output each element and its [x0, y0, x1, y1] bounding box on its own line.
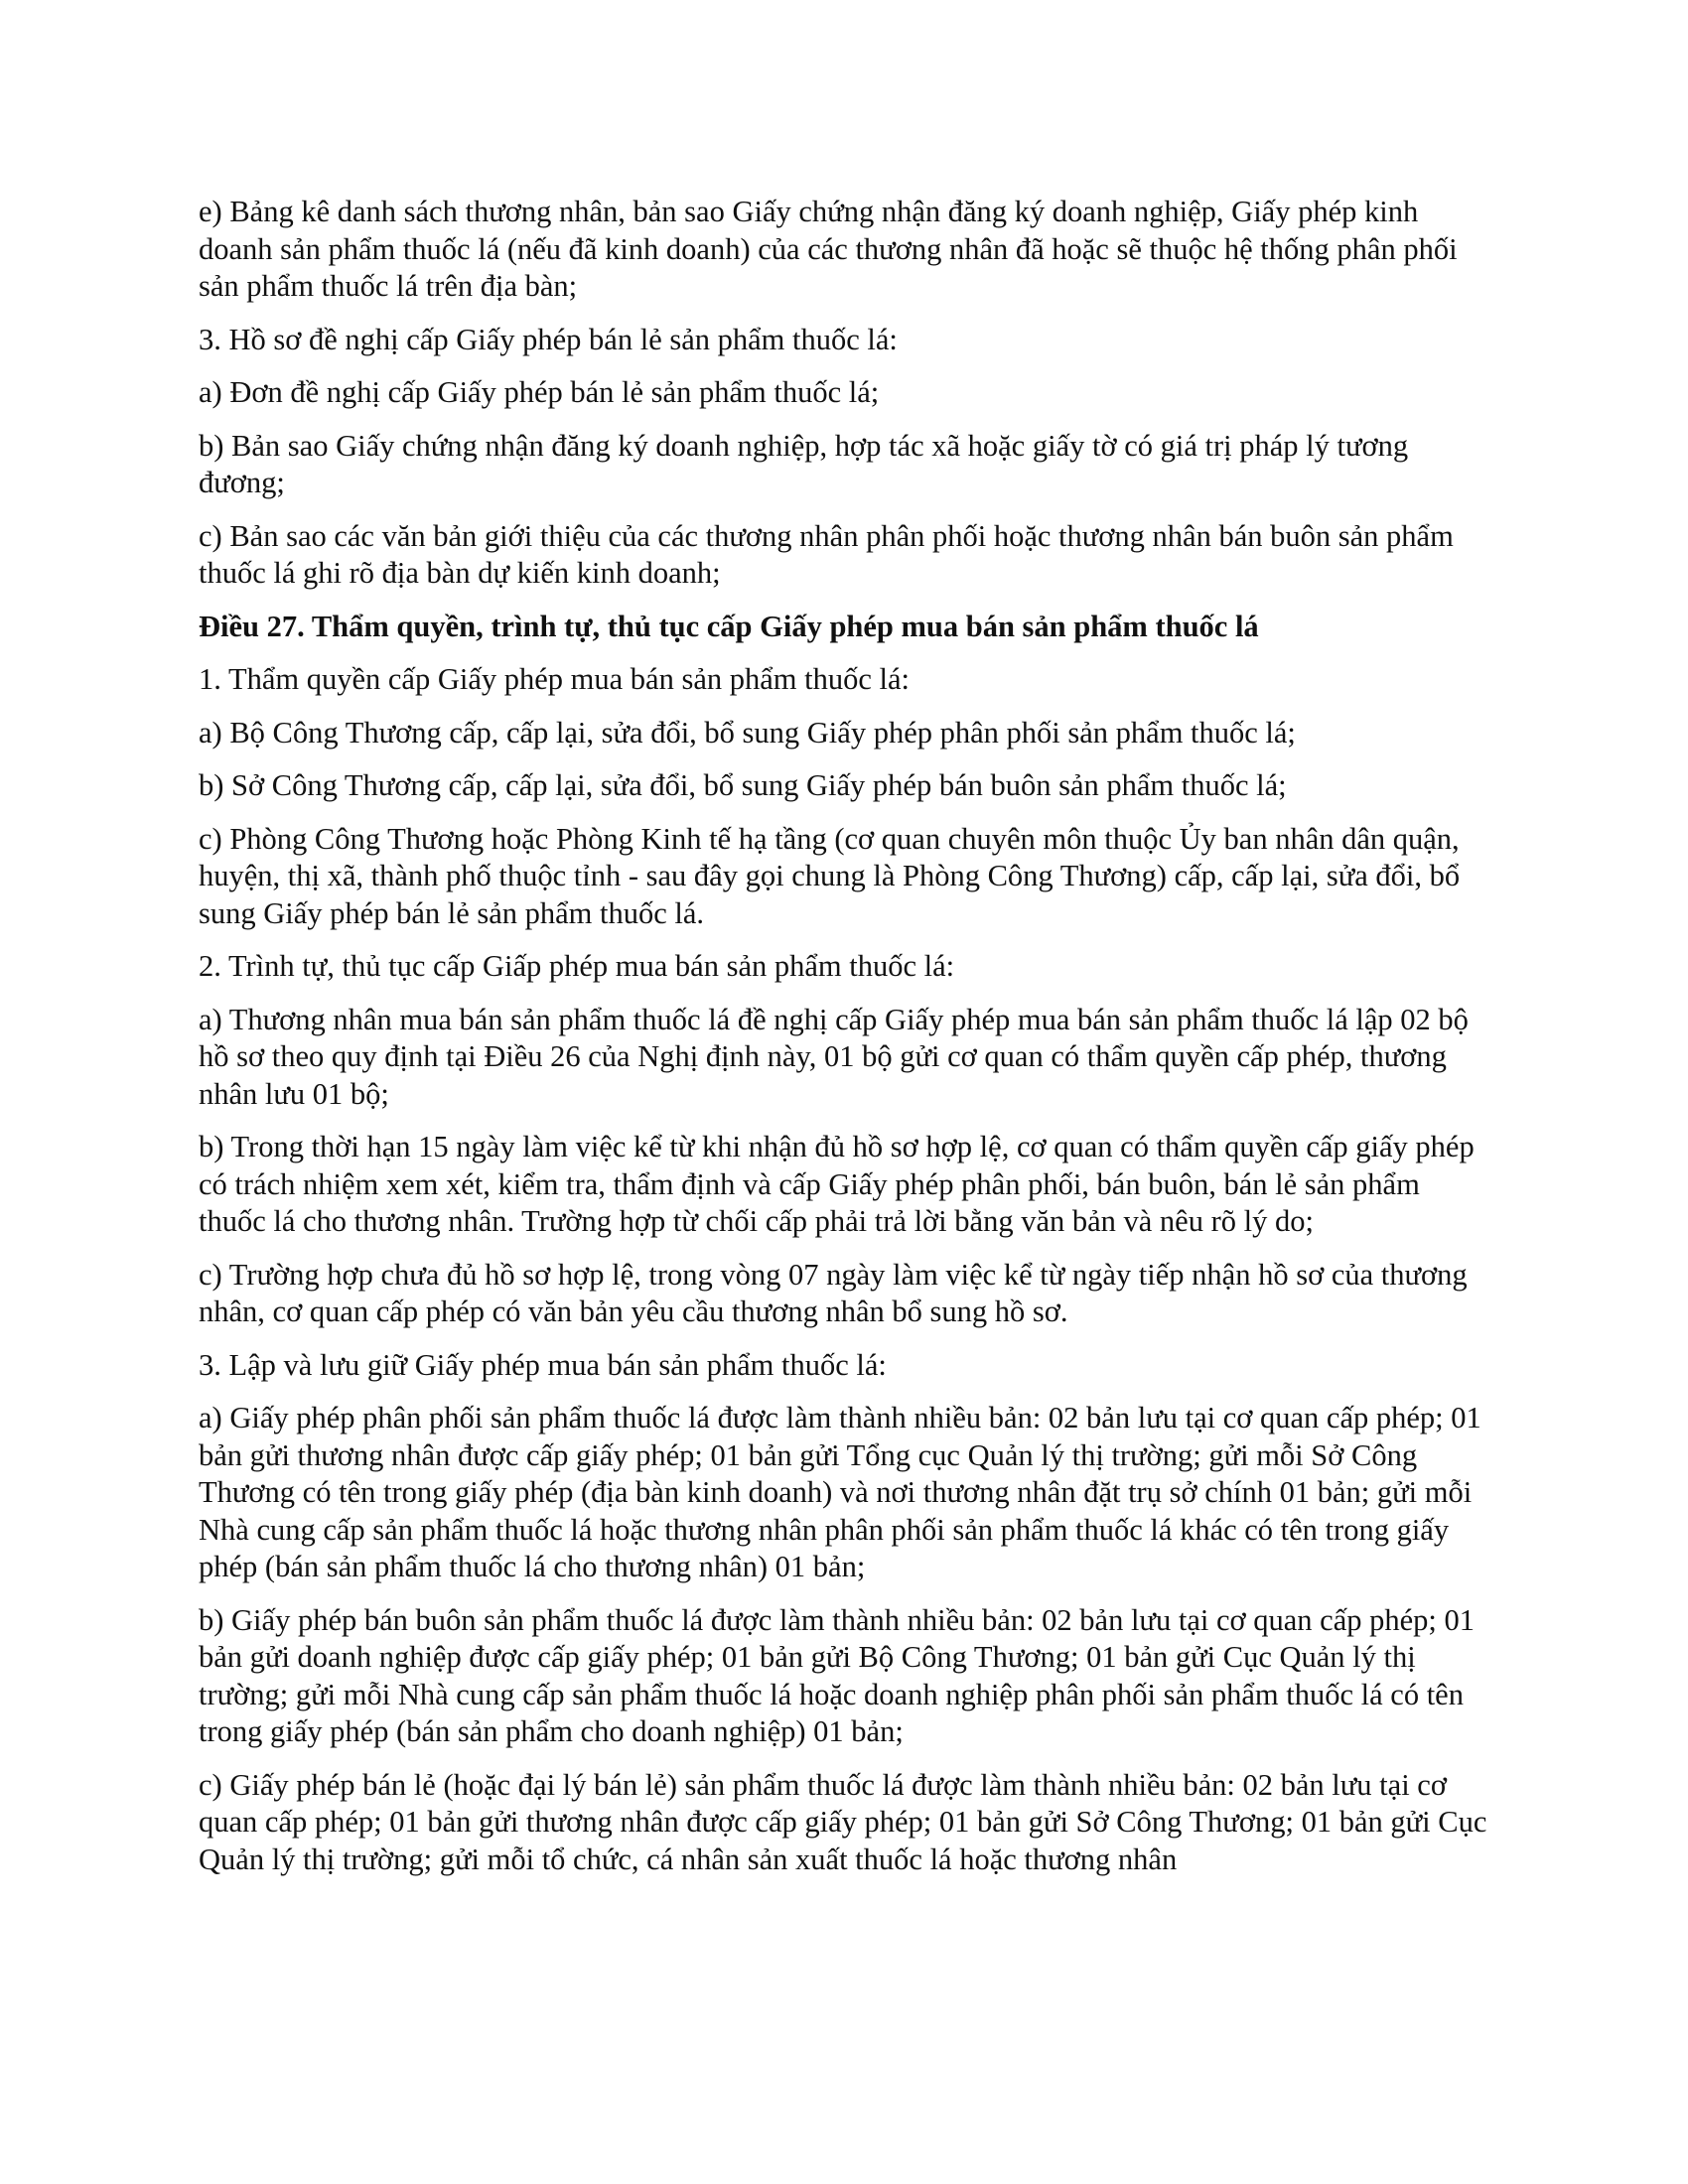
- paragraph-procedure-a: a) Thương nhân mua bán sản phẩm thuốc lá đề nghị cấp Giấy phép mua bán sản phẩm thuốc lá lập 02 bộ hồ sơ theo quy định tại Điều 26 của Nghị định này, 01 bộ gửi cơ quan có thẩm quyền cấp phép, thương nhân lưu 01 bộ;: [199, 1002, 1469, 1111]
- paragraph-item-b-registration-copy: b) Bản sao Giấy chứng nhận đăng ký doanh nghiệp, hợp tác xã hoặc giấy tờ có giá trị pháp lý tương đương;: [199, 428, 1409, 499]
- paragraph-procedure-c: c) Trường hợp chưa đủ hồ sơ hợp lệ, trong vòng 07 ngày làm việc kể từ ngày tiếp nhận hồ sơ của thương nhân, cơ quan cấp phép có văn bản yêu cầu thương nhân bổ sung hồ sơ.: [199, 1257, 1468, 1328]
- paragraph-authority-ministry: a) Bộ Công Thương cấp, cấp lại, sửa đổi, bổ sung Giấy phép phân phối sản phẩm thuốc lá;: [199, 715, 1296, 750]
- paragraph-storage-c-retail: c) Giấy phép bán lẻ (hoặc đại lý bán lẻ) sản phẩm thuốc lá được làm thành nhiều bản: 02 bản lưu tại cơ quan cấp phép; 01 bản gửi thương nhân được cấp giấy phép; 01 bản gửi Sở Công Thương; 01 bản gửi Cục Quản lý thị trường; gửi mỗi tổ chức, cá nhân sản xuất thuốc lá hoặc thương nhân: [199, 1767, 1487, 1876]
- article-27-heading: Điều 27. Thẩm quyền, trình tự, thủ tục cấp Giấy phép mua bán sản phẩm thuốc lá: [199, 609, 1259, 643]
- paragraph-retail-dossier-intro: 3. Hồ sơ đề nghị cấp Giấy phép bán lẻ sản phẩm thuốc lá:: [199, 322, 898, 356]
- paragraph-authority-department: b) Sở Công Thương cấp, cấp lại, sửa đổi, bổ sung Giấy phép bán buôn sản phẩm thuốc lá;: [199, 768, 1287, 802]
- paragraph-authority-district-office: c) Phòng Công Thương hoặc Phòng Kinh tế hạ tầng (cơ quan chuyên môn thuộc Ủy ban nhân dân quận, huyện, thị xã, thành phố thuộc tỉnh - sau đây gọi chung là Phòng Công Thương) cấp, cấp lại, sửa đổi, bổ sung Giấy phép bán lẻ sản phẩm thuốc lá.: [199, 821, 1461, 930]
- paragraph-item-a-application: a) Đơn đề nghị cấp Giấy phép bán lẻ sản phẩm thuốc lá;: [199, 375, 880, 409]
- paragraph-procedure-intro: 2. Trình tự, thủ tục cấp Giấp phép mua bán sản phẩm thuốc lá:: [199, 949, 955, 983]
- document-page: [199, 194, 1494, 1894]
- paragraph-procedure-b: b) Trong thời hạn 15 ngày làm việc kể từ khi nhận đủ hồ sơ hợp lệ, cơ quan có thẩm quyền cấp giấy phép có trách nhiệm xem xét, kiểm tra, thẩm định và cấp Giấy phép phân phối, bán buôn, bán lẻ sản phẩm thuốc lá cho thương nhân. Trường hợp từ chối cấp phải trả lời bằng văn bản và nêu rõ lý do;: [199, 1130, 1475, 1238]
- paragraph-authority-intro: 1. Thẩm quyền cấp Giấy phép mua bán sản phẩm thuốc lá:: [199, 662, 910, 696]
- paragraph-storage-b-wholesale: b) Giấy phép bán buôn sản phẩm thuốc lá được làm thành nhiều bản: 02 bản lưu tại cơ quan cấp phép; 01 bản gửi doanh nghiệp được cấp giấy phép; 01 bản gửi Bộ Công Thương; 01 bản gửi Cục Quản lý thị trường; gửi mỗi Nhà cung cấp sản phẩm thuốc lá hoặc doanh nghiệp phân phối sản phẩm thuốc lá có tên trong giấy phép (bán sản phẩm cho doanh nghiệp) 01 bản;: [199, 1602, 1475, 1748]
- paragraph-storage-a-distribution: a) Giấy phép phân phối sản phẩm thuốc lá được làm thành nhiều bản: 02 bản lưu tại cơ quan cấp phép; 01 bản gửi thương nhân được cấp giấy phép; 01 bản gửi Tổng cục Quản lý thị trường; gửi mỗi Sở Công Thương có tên trong giấy phép (địa bàn kinh doanh) và nơi thương nhân đặt trụ sở chính 01 bản; gửi mỗi Nhà cung cấp sản phẩm thuốc lá hoặc thương nhân phân phối sản phẩm thuốc lá khác có tên trong giấy phép (bán sản phẩm thuốc lá cho thương nhân) 01 bản;: [199, 1401, 1481, 1583]
- paragraph-item-e-merchant-list: e) Bảng kê danh sách thương nhân, bản sao Giấy chứng nhận đăng ký doanh nghiệp, Giấy phép kinh doanh sản phẩm thuốc lá (nếu đã kinh doanh) của các thương nhân đã hoặc sẽ thuộc hệ thống phân phối sản phẩm thuốc lá trên địa bàn;: [199, 195, 1458, 303]
- paragraph-storage-intro: 3. Lập và lưu giữ Giấy phép mua bán sản phẩm thuốc lá:: [199, 1347, 887, 1382]
- paragraph-item-c-introduction-letters: c) Bản sao các văn bản giới thiệu của các thương nhân phân phối hoặc thương nhân bán buôn sản phẩm thuốc lá ghi rõ địa bàn dự kiến kinh doanh;: [199, 518, 1454, 590]
